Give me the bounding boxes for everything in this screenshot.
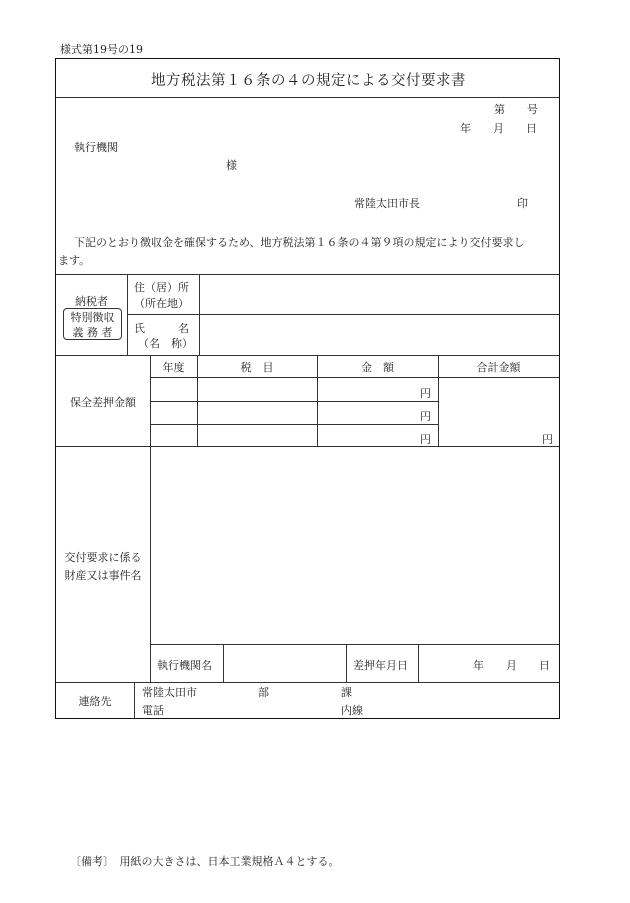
total-yen: 円 xyxy=(542,433,553,446)
contact-top-line xyxy=(56,682,559,683)
seizure-date-divider xyxy=(418,644,419,682)
contact-phone: 電話 xyxy=(142,704,164,717)
request-text-line-1: 下記のとおり徴収金を確保するため、地方税法第１６条の４第９項の規定により交付要求し xyxy=(74,236,525,249)
contact-section: 課 xyxy=(341,686,352,699)
demand-form xyxy=(55,58,560,719)
seal-label: 印 xyxy=(517,197,528,210)
property-top-line xyxy=(56,446,559,447)
tax-item-header: 税 目 xyxy=(240,361,274,374)
property-label-1: 交付要求に係る xyxy=(64,551,142,564)
seizure-row-line-2 xyxy=(150,424,438,425)
contact-label: 連絡先 xyxy=(78,695,112,708)
honorific-label: 様 xyxy=(226,159,237,172)
contact-extension: 内線 xyxy=(341,704,363,717)
year-header: 年度 xyxy=(162,361,185,374)
remarks-note: 〔備考〕 用紙の大きさは、日本工業規格Ａ４とする。 xyxy=(70,855,340,868)
address-label: 住（居）所 xyxy=(134,281,189,294)
total-amount-header: 合計金額 xyxy=(476,361,521,374)
amount-yen-2: 円 xyxy=(420,410,431,423)
agency-label: 執行機関 xyxy=(74,141,118,154)
taxpayer-top-line xyxy=(56,274,559,275)
property-label-2: 財産又は事件名 xyxy=(64,569,142,582)
agency-name-label: 執行機関名 xyxy=(157,659,212,672)
seizure-section-label: 保全差押金額 xyxy=(70,396,136,409)
name-label: 氏 名 xyxy=(134,322,189,335)
agency-row-line xyxy=(150,644,559,645)
amount-header: 金 額 xyxy=(361,361,394,374)
seizure-top-line xyxy=(56,355,559,356)
contact-label-divider xyxy=(134,682,135,718)
address-label-sub: （所在地） xyxy=(134,297,189,310)
taxpayer-mid-line xyxy=(127,314,559,315)
seizure-date-label: 差押年月日 xyxy=(353,659,408,672)
withholder-label-2: 義 務 者 xyxy=(72,326,113,339)
seizure-header-line xyxy=(150,377,559,378)
document-number-label: 第 号 xyxy=(494,103,538,116)
agency-value-divider xyxy=(346,644,347,682)
issuer-label: 常陸太田市長 xyxy=(354,197,420,210)
amount-yen-3: 円 xyxy=(420,433,431,446)
contact-city: 常陸太田市 xyxy=(142,686,197,699)
form-title: 地方税法第１６条の４の規定による交付要求書 xyxy=(151,73,466,89)
title-divider xyxy=(56,97,559,98)
name-label-sub: （名 称） xyxy=(138,337,193,350)
request-text-line-2: ます。 xyxy=(58,254,91,267)
seizure-date-value: 年 月 日 xyxy=(473,659,550,672)
agency-name-divider xyxy=(223,644,224,682)
seizure-row-line-1 xyxy=(150,401,438,402)
amount-yen-1: 円 xyxy=(420,387,431,400)
contact-department: 部 xyxy=(258,686,269,699)
taxpayer-label: 納税者 xyxy=(75,295,108,308)
property-label-divider xyxy=(150,446,151,682)
withholder-label-1: 特別徴収 xyxy=(70,311,115,324)
document-date-label: 年 月 日 xyxy=(460,122,537,135)
form-number: 様式第19号の19 xyxy=(60,43,143,56)
